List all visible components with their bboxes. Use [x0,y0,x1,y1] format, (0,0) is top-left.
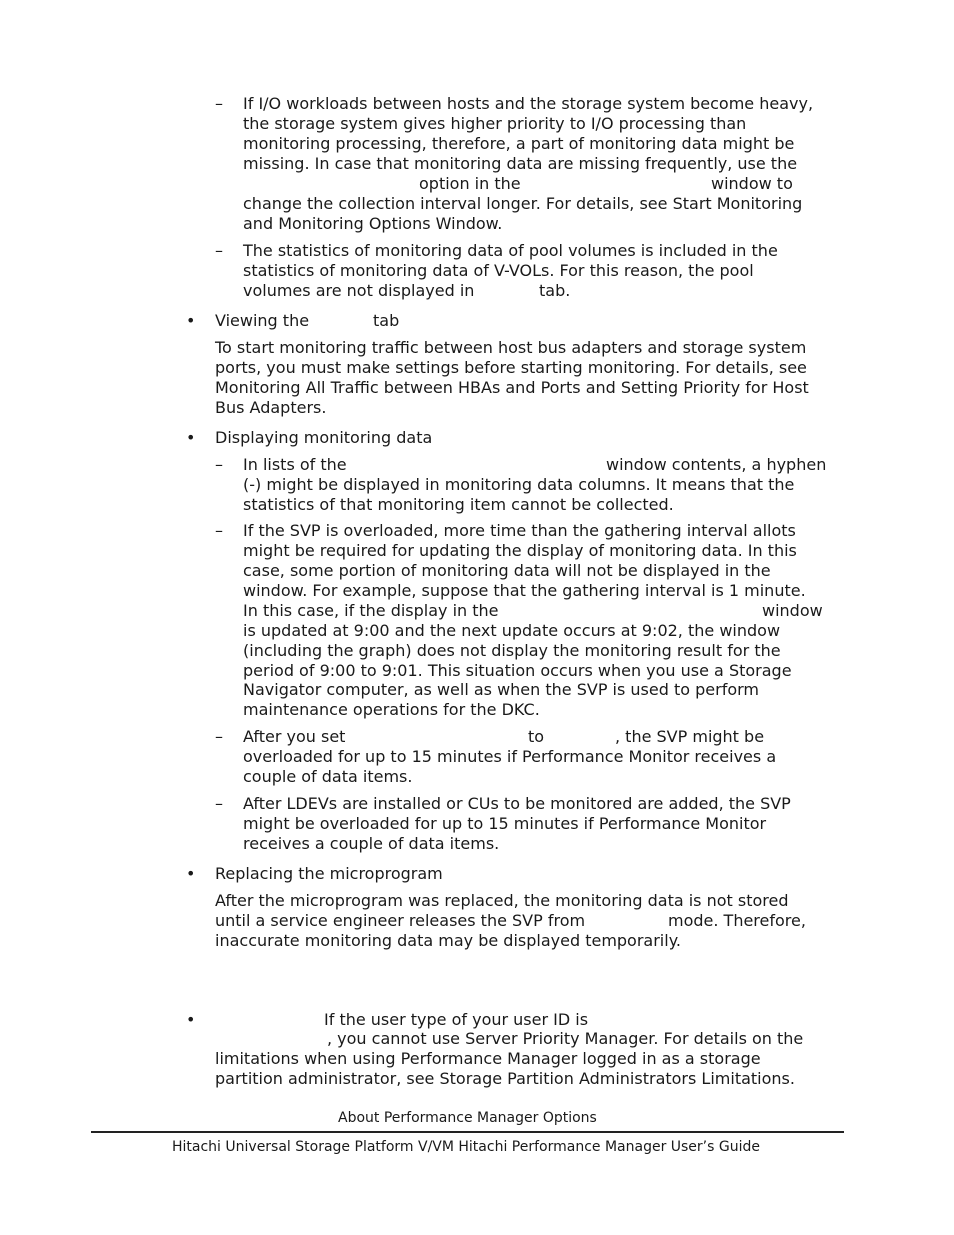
paragraph-line: mode. Therefore, [668,911,806,930]
paragraph-line: To start monitoring traffic between host bus adapters and storage system [215,338,807,357]
paragraph-line: After the microprogram was replaced, the monitoring data is not stored [215,891,789,910]
paragraph-line: If the user type of your user ID is [324,1010,589,1029]
footer-guide-title: Hitachi Universal Storage Platform V/VM Hitachi Performance Manager User’s Guide [172,1139,760,1155]
paragraph-line: inaccurate monitoring data may be displayed temporarily. [215,931,681,950]
paragraph-line: option in the [419,174,521,193]
paragraph-line: might be overloaded for up to 15 minutes if Performance Monitor [243,814,767,833]
paragraph-line: (-) might be displayed in monitoring data columns. It means that the [243,475,795,494]
bullet-heading: tab [373,311,400,330]
paragraph-line: In this case, if the display in the [243,601,499,620]
paragraph-line: limitations when using Performance Manager logged in as a storage [215,1049,761,1068]
paragraph-line: change the collection interval longer. For details, see Start Monitoring [243,194,803,213]
paragraph-line: monitoring processing, therefore, a part of monitoring data might be [243,134,795,153]
paragraph-line: receives a couple of data items. [243,834,500,853]
dash-marker: – [215,521,223,540]
bullet-heading: Replacing the microprogram [215,864,443,883]
paragraph-line: window to [711,174,793,193]
bullet-heading: Displaying monitoring data [215,428,433,447]
paragraph-line: Bus Adapters. [215,398,327,417]
dash-marker: – [215,241,223,260]
paragraph-line: until a service engineer releases the SVP from [215,911,586,930]
paragraph-line: Navigator computer, as well as when the SVP is used to perform [243,680,760,699]
paragraph-line: If I/O workloads between hosts and the storage system become heavy, [243,94,814,113]
paragraph-line: partition administrator, see Storage Partition Administrators Limitations. [215,1069,795,1088]
paragraph-line: statistics of monitoring data of V-VOLs. For this reason, the pool [243,261,754,280]
bullet-marker: • [186,864,196,883]
paragraph-line: , the SVP might be [615,727,765,746]
paragraph-line: the storage system gives higher priority to I/O processing than [243,114,747,133]
dash-marker: – [215,94,223,113]
paragraph-line: If the SVP is overloaded, more time than the gathering interval allots [243,521,796,540]
dash-marker: – [215,794,223,813]
paragraph-line: After you set [243,727,346,746]
paragraph-line: missing. In case that monitoring data are missing frequently, use the [243,154,798,173]
paragraph-line: maintenance operations for the DKC. [243,700,540,719]
bullet-marker: • [186,1010,196,1029]
paragraph-line: In lists of the [243,455,347,474]
paragraph-line: window. For example, suppose that the gathering interval is 1 minute. [243,581,806,600]
paragraph-line: is updated at 9:00 and the next update occurs at 9:02, the window [243,621,781,640]
footer-divider [91,1131,844,1133]
paragraph-line: and Monitoring Options Window. [243,214,503,233]
paragraph-line: ports, you must make settings before starting monitoring. For details, see [215,358,807,377]
paragraph-line: couple of data items. [243,767,413,786]
paragraph-line: The statistics of monitoring data of pool volumes is included in the [243,241,778,260]
dash-marker: – [215,727,223,746]
paragraph-line: overloaded for up to 15 minutes if Performance Monitor receives a [243,747,777,766]
paragraph-line: (including the graph) does not display the monitoring result for the [243,641,781,660]
paragraph-line: tab. [539,281,571,300]
paragraph-line: period of 9:00 to 9:01. This situation occurs when you use a Storage [243,661,792,680]
paragraph-line: , you cannot use Server Priority Manager. For details on the [327,1029,804,1048]
paragraph-line: might be required for updating the display of monitoring data. In this [243,541,797,560]
paragraph-line: After LDEVs are installed or CUs to be monitored are added, the SVP [243,794,791,813]
paragraph-line: Monitoring All Traffic between HBAs and Ports and Setting Priority for Host [215,378,809,397]
paragraph-line: volumes are not displayed in [243,281,475,300]
paragraph-line: statistics of that monitoring item cannot be collected. [243,495,674,514]
paragraph-line: window contents, a hyphen [606,455,827,474]
bullet-heading: Viewing the [215,311,310,330]
paragraph-line: window [762,601,823,620]
paragraph-line: to [528,727,545,746]
bullet-marker: • [186,311,196,330]
bullet-marker: • [186,428,196,447]
footer-section-title: About Performance Manager Options [338,1110,597,1126]
paragraph-line: case, some portion of monitoring data will not be displayed in the [243,561,771,580]
dash-marker: – [215,455,223,474]
